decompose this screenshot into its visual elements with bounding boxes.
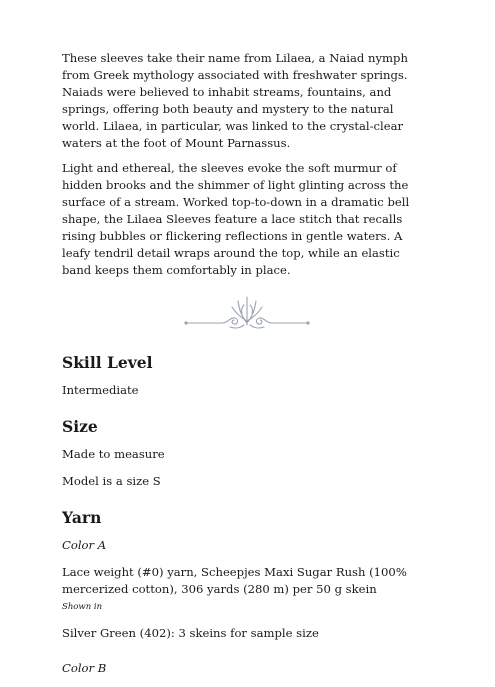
color-a-description: Lace weight (#0) yarn, Scheepjes Maxi Sugar Rush (100% mercerized cotton), 306 yards (280 m) per 50 g skein [62,565,407,596]
yarn-heading: Yarn [62,508,102,527]
size-heading: Size [62,417,98,436]
leaf-scroll-divider-icon [182,293,312,337]
color-a-label: Color A [62,538,107,552]
skill-level-section [62,353,432,399]
intro-paragraph-1: These sleeves take their name from Lilaea, a Naiad nymph from Greek mythology associated with freshwater springs. Naiads were believed to inhabit streams, fountains, and springs, offering both beauty and mystery to the natural world. Lilaea, in particular, was linked to the crystal-clear waters at the foot of Mount Parnassus. [62,51,408,150]
skill-level-value: Intermediate [62,383,139,397]
yarn-section [62,508,432,677]
size-line-1: Made to measure [62,447,165,461]
size-line-2: Model is a size S [62,474,161,488]
color-a-shown: Silver Green (402): 3 skeins for sample size [62,626,319,640]
intro-paragraph-2: Light and ethereal, the sleeves evoke the soft murmur of hidden brooks and the shimmer of light glinting across the surface of a stream. Worked top-to-down in a dramatic bell shape, the Lilaea Sleeves feature a lace stitch that recalls rising bubbles or flickering reflections in gentle waters. A leafy tendril detail wraps around the top, while an elastic band keeps them comfortably in place. [62,161,410,277]
size-section [62,417,432,490]
skill-level-heading: Skill Level [62,353,153,372]
pattern-page [62,50,432,687]
color-b-label: Color B [62,661,107,675]
shown-in-label: Shown in [62,602,103,612]
